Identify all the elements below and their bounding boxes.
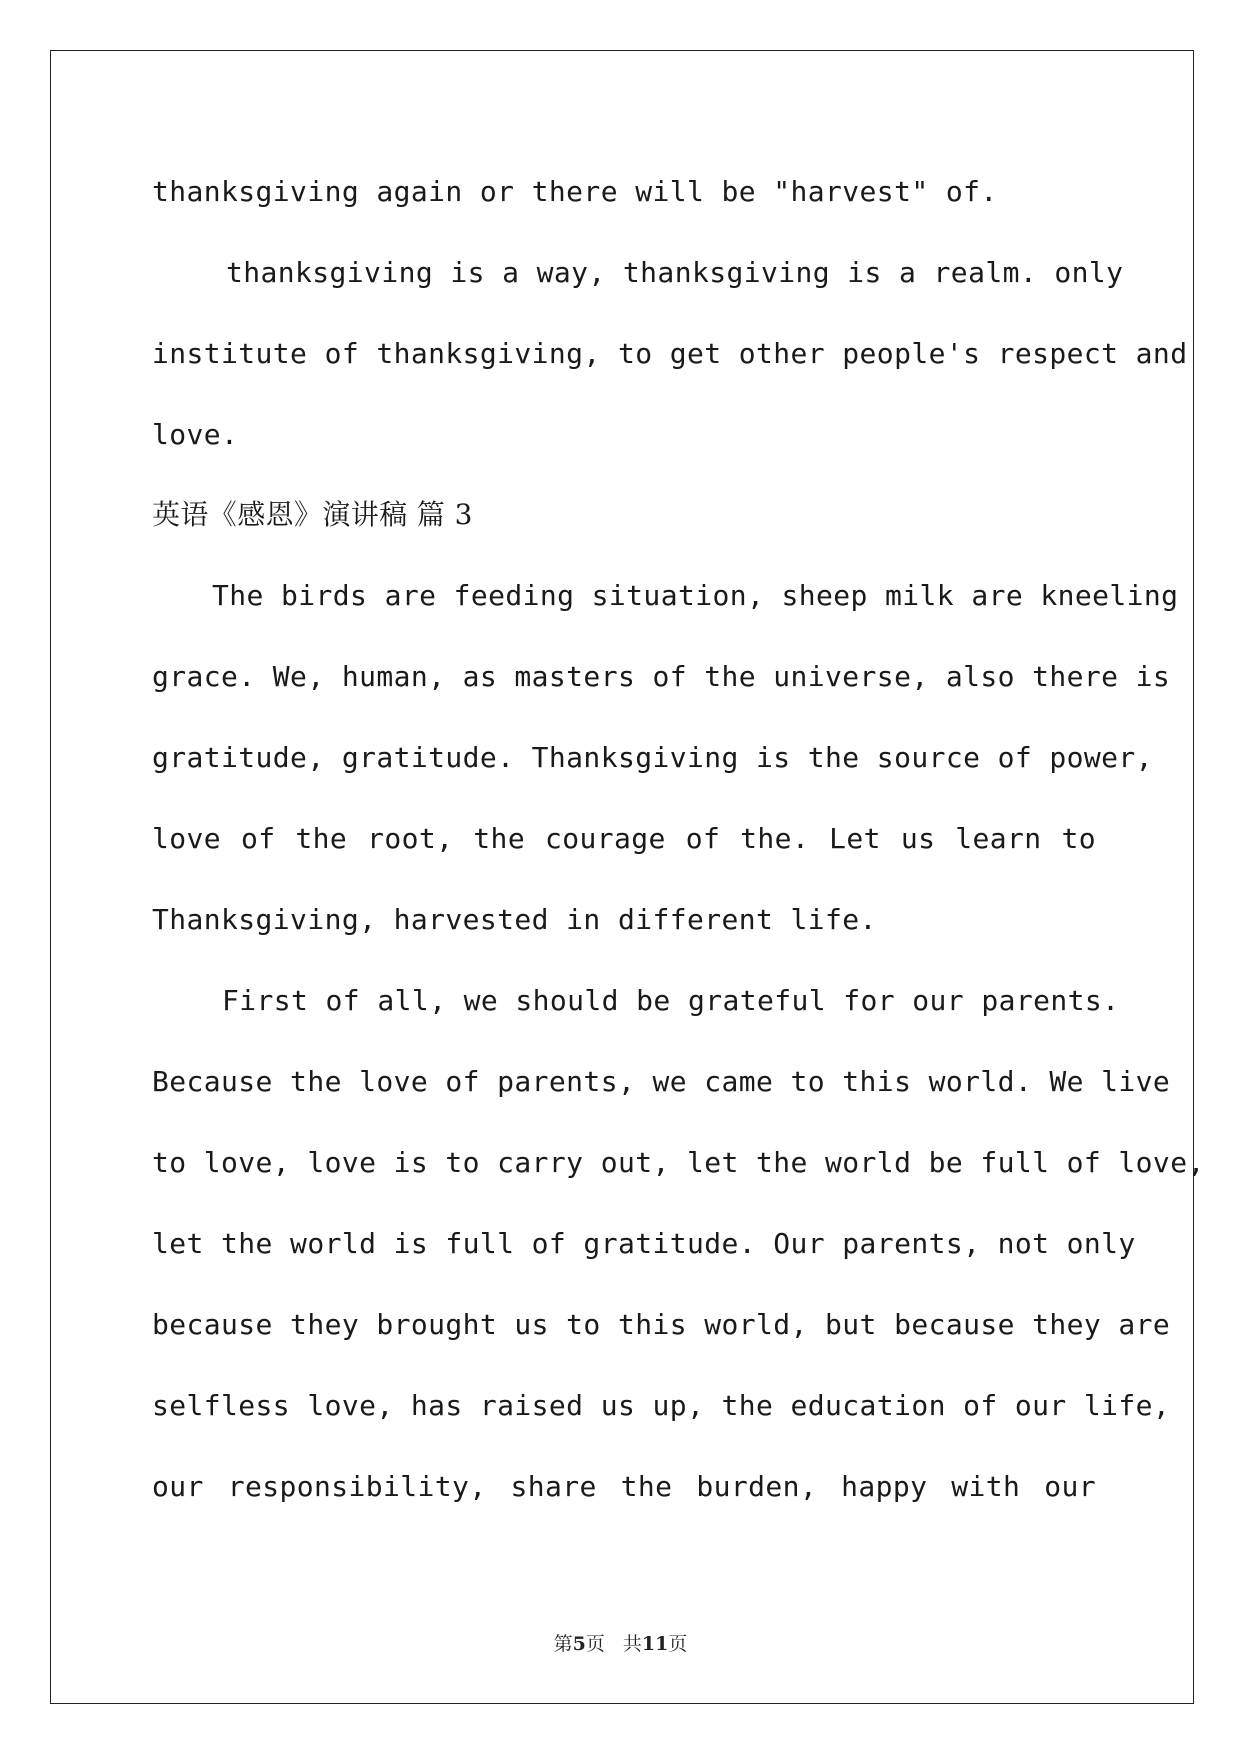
paragraph-line: selfless love, has raised us up, the education of our life, bbox=[152, 1389, 1171, 1422]
page-footer bbox=[0, 1633, 1241, 1655]
paragraph-line: First of all, we should be grateful for our parents. bbox=[222, 984, 1120, 1017]
paragraph-line: because they brought us to this world, but because they are bbox=[152, 1308, 1171, 1341]
footer-total-prefix: 共 bbox=[622, 1633, 642, 1655]
section-heading: 英语《感恩》演讲稿 篇 3 bbox=[152, 498, 473, 531]
footer-prefix: 第 bbox=[553, 1633, 573, 1655]
paragraph-line: grace. We, human, as masters of the universe, also there is bbox=[152, 660, 1171, 693]
paragraph-line: institute of thanksgiving, to get other people's respect and bbox=[152, 337, 1188, 370]
paragraph-line: our responsibility, share the burden, happy with our bbox=[152, 1470, 1096, 1503]
paragraph-line: thanksgiving is a way, thanksgiving is a realm. only bbox=[226, 256, 1124, 289]
paragraph-line: The birds are feeding situation, sheep milk are kneeling bbox=[212, 579, 1179, 612]
paragraph-line: let the world is full of gratitude. Our parents, not only bbox=[152, 1227, 1136, 1260]
footer-total-suffix: 页 bbox=[668, 1633, 688, 1655]
footer-page-suffix: 页 bbox=[585, 1633, 605, 1655]
paragraph-line: Because the love of parents, we came to this world. We live bbox=[152, 1065, 1171, 1098]
paragraph-line: love. bbox=[152, 418, 239, 451]
page-border bbox=[50, 50, 1205, 1704]
paragraph-line: thanksgiving again or there will be "harvest" of. bbox=[152, 175, 998, 208]
footer-total-pages: 11 bbox=[641, 1633, 669, 1655]
footer-page-number: 5 bbox=[572, 1633, 586, 1655]
paragraph-line: Thanksgiving, harvested in different life. bbox=[152, 903, 877, 936]
paragraph-line: gratitude, gratitude. Thanksgiving is the source of power, bbox=[152, 741, 1153, 774]
paragraph-line: love of the root, the courage of the. Let us learn to bbox=[152, 822, 1096, 855]
paragraph-line: to love, love is to carry out, let the world be full of love, bbox=[152, 1146, 1205, 1179]
